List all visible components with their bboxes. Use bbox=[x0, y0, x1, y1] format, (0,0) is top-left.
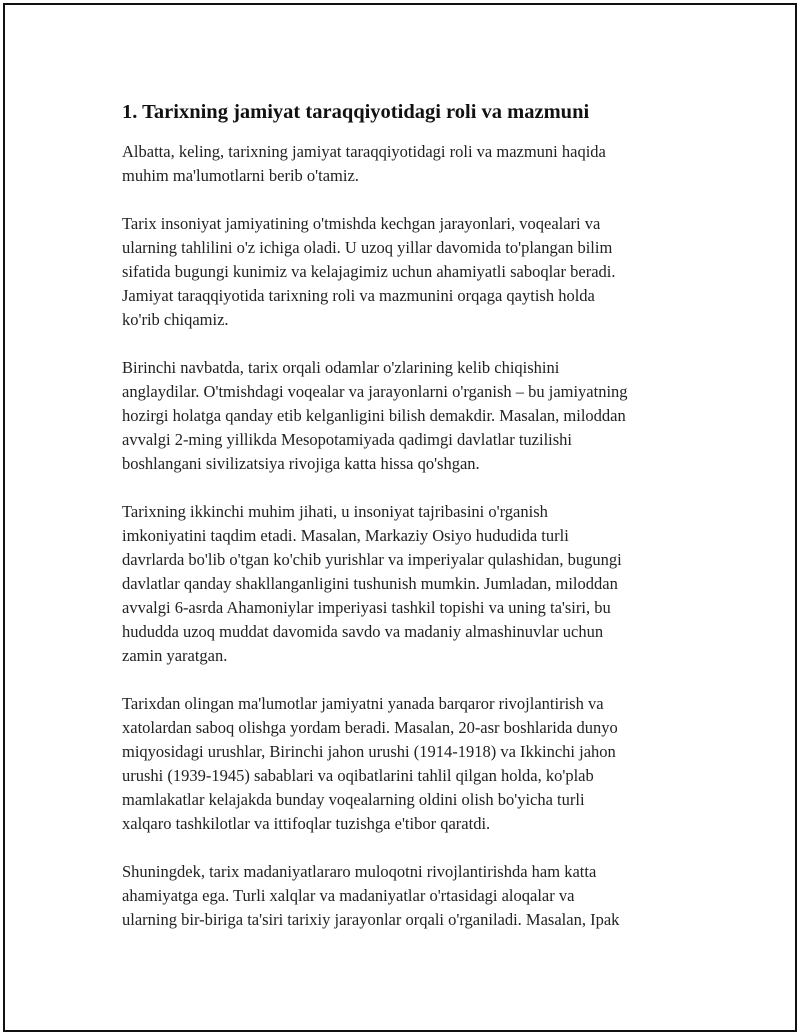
paragraph-intro bbox=[122, 140, 697, 188]
text-line: urushi (1939-1945) sabablari va oqibatlarini tahlil qilgan holda, ko'plab bbox=[122, 766, 594, 785]
text-line: davrlarda bo'lib o'tgan ko'chib yurishlar va imperiyalar qulashidan, bugungi bbox=[122, 550, 622, 569]
paragraph-culture bbox=[122, 860, 697, 932]
text-line: Tarixning ikkinchi muhim jihati, u insoniyat tajribasini o'rganish bbox=[122, 502, 548, 521]
text-line: avvalgi 6-asrda Ahamoniylar imperiyasi tashkil topishi va uning ta'siri, bu bbox=[122, 598, 611, 617]
text-line: avvalgi 2-ming yillikda Mesopotamiyada qadimgi davlatlar tuzilishi bbox=[122, 430, 572, 449]
text-line: hozirgi holatga qanday etib kelganligini bilish demakdir. Masalan, miloddan bbox=[122, 406, 626, 425]
text-line: sifatida bugungi kunimiz va kelajagimiz uchun ahamiyatli saboqlar beradi. bbox=[122, 262, 616, 281]
text-line: xalqaro tashkilotlar va ittifoqlar tuzishga e'tibor qaratdi. bbox=[122, 814, 491, 833]
text-line: ularning tahlilini o'z ichiga oladi. U uzoq yillar davomida to'plangan bilim bbox=[122, 238, 613, 257]
paragraph-lessons bbox=[122, 692, 697, 836]
text-line: imkoniyatini taqdim etadi. Masalan, Markaziy Osiyo hududida turli bbox=[122, 526, 569, 545]
text-line: ahamiyatga ega. Turli xalqlar va madaniyatlar o'rtasidagi aloqalar va bbox=[122, 886, 575, 905]
paragraph-definition bbox=[122, 212, 697, 332]
text-line: ularning bir-biriga ta'siri tarixiy jarayonlar orqali o'rganiladi. Masalan, Ipak bbox=[122, 910, 620, 929]
text-line: Jamiyat taraqqiyotida tarixning roli va mazmunini orqaga qaytish holda bbox=[122, 286, 595, 305]
paragraph-origins bbox=[122, 356, 697, 476]
document-title: 1. Tarixning jamiyat taraqqiyotidagi roli va mazmuni bbox=[122, 101, 590, 123]
text-line: Tarixdan olingan ma'lumotlar jamiyatni yanada barqaror rivojlantirish va bbox=[122, 694, 604, 713]
text-line: mamlakatlar kelajakda bunday voqealarning oldini olish bo'yicha turli bbox=[122, 790, 585, 809]
text-line: Tarix insoniyat jamiyatining o'tmishda kechgan jarayonlari, voqealari va bbox=[122, 214, 601, 233]
text-line: zamin yaratgan. bbox=[122, 646, 228, 665]
text-line: Birinchi navbatda, tarix orqali odamlar o'zlarining kelib chiqishini bbox=[122, 358, 560, 377]
text-line: hududda uzoq muddat davomida savdo va madaniy almashinuvlar uchun bbox=[122, 622, 604, 641]
text-line: davlatlar qanday shakllanganligini tushunish mumkin. Jumladan, miloddan bbox=[122, 574, 618, 593]
text-line: muhim ma'lumotlarni berib o'tamiz. bbox=[122, 166, 359, 185]
text-line: xatolardan saboq olishga yordam beradi. Masalan, 20-asr boshlarida dunyo bbox=[122, 718, 618, 737]
text-line: ko'rib chiqamiz. bbox=[122, 310, 229, 329]
paragraph-experience bbox=[122, 500, 697, 668]
text-line: miqyosidagi urushlar, Birinchi jahon urushi (1914-1918) va Ikkinchi jahon bbox=[122, 742, 616, 761]
text-line: Shuningdek, tarix madaniyatlararo muloqotni rivojlantirishda ham katta bbox=[122, 862, 597, 881]
page-frame bbox=[3, 3, 797, 1032]
text-line: anglaydilar. O'tmishdagi voqealar va jarayonlarni o'rganish – bu jamiyatning bbox=[122, 382, 628, 401]
text-line: Albatta, keling, tarixning jamiyat taraqqiyotidagi roli va mazmuni haqida bbox=[122, 142, 606, 161]
document-body bbox=[122, 98, 697, 956]
text-line: boshlangani sivilizatsiya rivojiga katta hissa qo'shgan. bbox=[122, 454, 480, 473]
